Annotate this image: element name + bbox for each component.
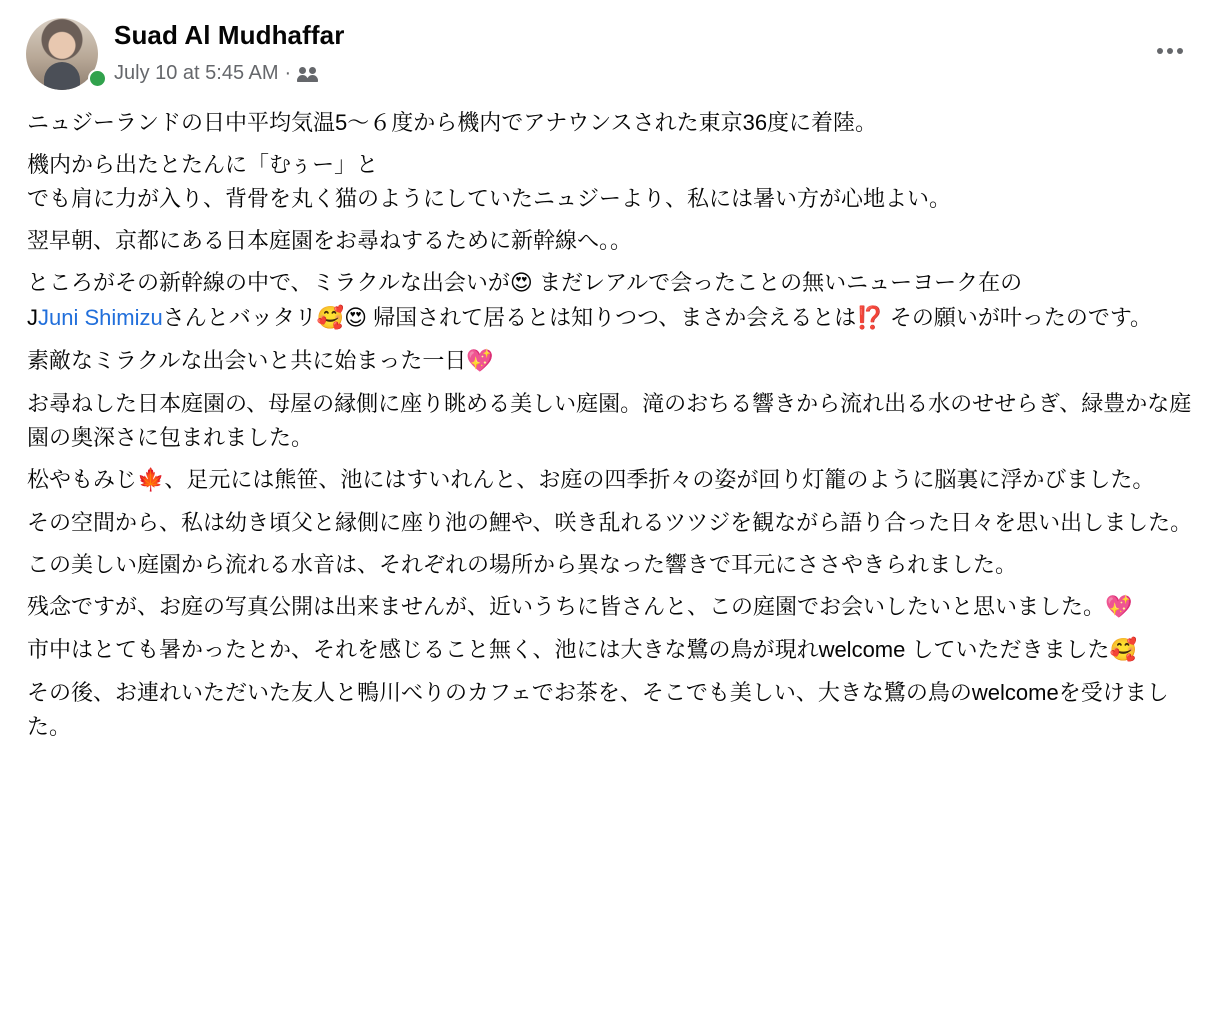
paragraph-3: 翌早朝、京都にある日本庭園をお尋ねするために新幹線へ。。 xyxy=(27,228,633,253)
paragraph-1: ニュジーランドの日中平均気温5〜６度から機内でアナウンスされた東京36度に着陸。 xyxy=(27,110,878,135)
post-header xyxy=(26,16,1194,86)
paragraph-4: ところがその新幹線の中で、ミラクルな出会いが😍 まだレアルで会ったことの無いニューヨーク在の JJuni Shimizuさんとバッタリ🥰😍 帰国されて居るとは知りつつ、まさか会えるとは⁉️ その願いが叶ったのです。 xyxy=(27,270,1153,331)
smiling-hearts-emoji: 🥰😍 xyxy=(316,306,368,331)
maple-leaf-emoji: 🍁 xyxy=(137,468,165,493)
paragraph-8: その空間から、私は幼き頃父と縁側に座り池の鯉や、咲き乱れるツツジを観ながら語り合った日々を思い出しました。 xyxy=(27,510,1193,535)
post-timestamp[interactable]: July 10 at 5:45 AM xyxy=(114,62,279,84)
paragraph-2: 機内から出たとたんに「むぅー」と でも肩に力が入り、背骨を丸く猫のようにしていたニュジーより、私には暑い方が心地よい。 xyxy=(27,152,952,211)
online-status-icon xyxy=(88,69,107,88)
avatar-figure xyxy=(44,62,80,90)
smiling-hearts-emoji: 🥰 xyxy=(1109,638,1137,663)
author-name[interactable]: Suad Al Mudhaffar xyxy=(114,20,345,50)
more-options-button[interactable] xyxy=(1150,38,1190,64)
friends-icon[interactable] xyxy=(297,66,319,82)
paragraph-11: 市中はとても暑かったとか、それを感じること無く、池には大きな鷺の鳥が現れwelcome していただきました🥰 xyxy=(27,637,1137,663)
sparkling-heart-emoji: 💖 xyxy=(1105,595,1133,620)
paragraph-6: お尋ねした日本庭園の、母屋の縁側に座り眺める美しい庭園。滝のおちる響きから流れ出る水のせせらぎ、緑豊かな庭園の奥深さに包まれました。 xyxy=(27,391,1192,450)
interrobang-emoji: ⁉️ xyxy=(856,306,884,331)
heart-eyes-emoji: 😍 xyxy=(509,271,533,296)
paragraph-5: 素敵なミラクルな出会いと共に始まった一日💖 xyxy=(27,348,494,374)
paragraph-9: この美しい庭園から流れる水音は、それぞれの場所から異なった響きで耳元にささやきられました。 xyxy=(27,552,1018,577)
post-meta xyxy=(114,62,319,85)
mention-link[interactable]: Juni Shimizu xyxy=(38,305,163,330)
more-options-icon xyxy=(1157,48,1163,54)
sparkling-heart-emoji: 💖 xyxy=(466,349,494,374)
meta-separator: · xyxy=(284,62,292,84)
paragraph-7: 松やもみじ🍁、足元には熊笹、池にはすいれんと、お庭の四季折々の姿が回り灯籠のように脳裏に浮かびました。 xyxy=(27,467,1155,493)
post-text xyxy=(27,106,1195,752)
paragraph-12: その後、お連れいただいた友人と鴨川べりのカフェでお茶を、そこでも美しい、大きな鷺の鳥のwelcomeを受けました。 xyxy=(27,680,1169,739)
paragraph-10: 残念ですが、お庭の写真公開は出来ませんが、近いうちに皆さんと、この庭園でお会いしたいと思いました。💖 xyxy=(27,594,1133,620)
